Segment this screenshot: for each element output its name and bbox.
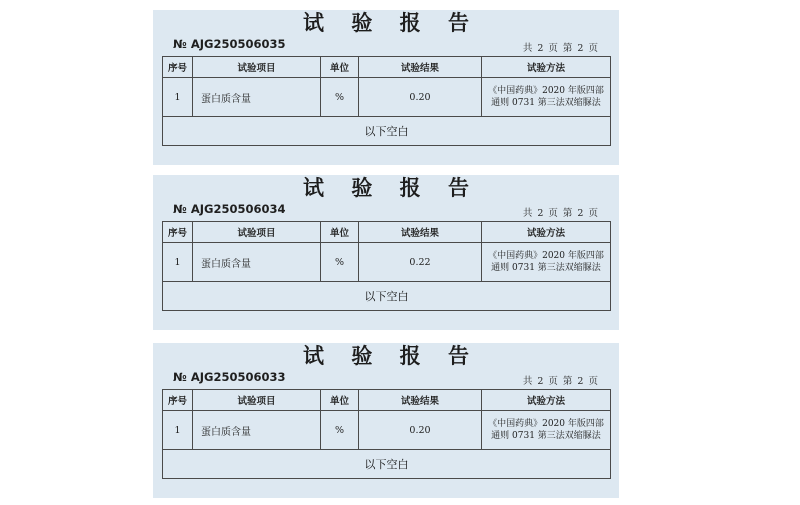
table-header-row — [163, 390, 611, 411]
header-result: 试验结果 — [359, 222, 482, 243]
report-number: № AJG250506034 — [173, 202, 286, 216]
cell-index: 1 — [163, 411, 193, 450]
cell-unit: % — [321, 243, 359, 282]
header-item: 试验项目 — [193, 57, 321, 78]
blank-note: 以下空白 — [163, 117, 611, 146]
cell-unit: % — [321, 78, 359, 117]
cell-result: 0.22 — [359, 243, 482, 282]
header-method: 试验方法 — [482, 57, 611, 78]
cell-method: 《中国药典》2020 年版四部通则 0731 第三法双缩脲法 — [482, 243, 611, 282]
cell-item: 蛋白质含量 — [193, 78, 321, 117]
report-number: № AJG250506033 — [173, 370, 286, 384]
header-unit: 单位 — [321, 390, 359, 411]
header-unit: 单位 — [321, 222, 359, 243]
header-item: 试验项目 — [193, 222, 321, 243]
header-result: 试验结果 — [359, 390, 482, 411]
table-row — [163, 411, 611, 450]
test-report-card — [153, 175, 619, 330]
header-index: 序号 — [163, 57, 193, 78]
table-header-row — [163, 222, 611, 243]
test-report-card — [153, 343, 619, 498]
header-method: 试验方法 — [482, 390, 611, 411]
report-title: 试 验 报 告 — [303, 10, 479, 35]
blank-note: 以下空白 — [163, 282, 611, 311]
report-title: 试 验 报 告 — [303, 175, 479, 200]
header-index: 序号 — [163, 222, 193, 243]
cell-method: 《中国药典》2020 年版四部通则 0731 第三法双缩脲法 — [482, 78, 611, 117]
blank-row — [163, 117, 611, 146]
results-table — [162, 221, 611, 311]
report-title: 试 验 报 告 — [303, 343, 479, 368]
cell-method: 《中国药典》2020 年版四部通则 0731 第三法双缩脲法 — [482, 411, 611, 450]
blank-note: 以下空白 — [163, 450, 611, 479]
page-indicator: 共 2 页 第 2 页 — [522, 376, 599, 387]
header-index: 序号 — [163, 390, 193, 411]
header-unit: 单位 — [321, 57, 359, 78]
cell-item: 蛋白质含量 — [193, 411, 321, 450]
results-table — [162, 389, 611, 479]
header-result: 试验结果 — [359, 57, 482, 78]
cell-index: 1 — [163, 78, 193, 117]
results-table — [162, 56, 611, 146]
test-report-card — [153, 10, 619, 165]
cell-item: 蛋白质含量 — [193, 243, 321, 282]
page-indicator: 共 2 页 第 2 页 — [522, 208, 599, 219]
header-item: 试验项目 — [193, 390, 321, 411]
blank-row — [163, 450, 611, 479]
header-method: 试验方法 — [482, 222, 611, 243]
page-indicator: 共 2 页 第 2 页 — [522, 43, 599, 54]
blank-row — [163, 282, 611, 311]
report-number: № AJG250506035 — [173, 37, 286, 51]
cell-unit: % — [321, 411, 359, 450]
table-header-row — [163, 57, 611, 78]
cell-result: 0.20 — [359, 78, 482, 117]
cell-result: 0.20 — [359, 411, 482, 450]
table-row — [163, 78, 611, 117]
cell-index: 1 — [163, 243, 193, 282]
table-row — [163, 243, 611, 282]
